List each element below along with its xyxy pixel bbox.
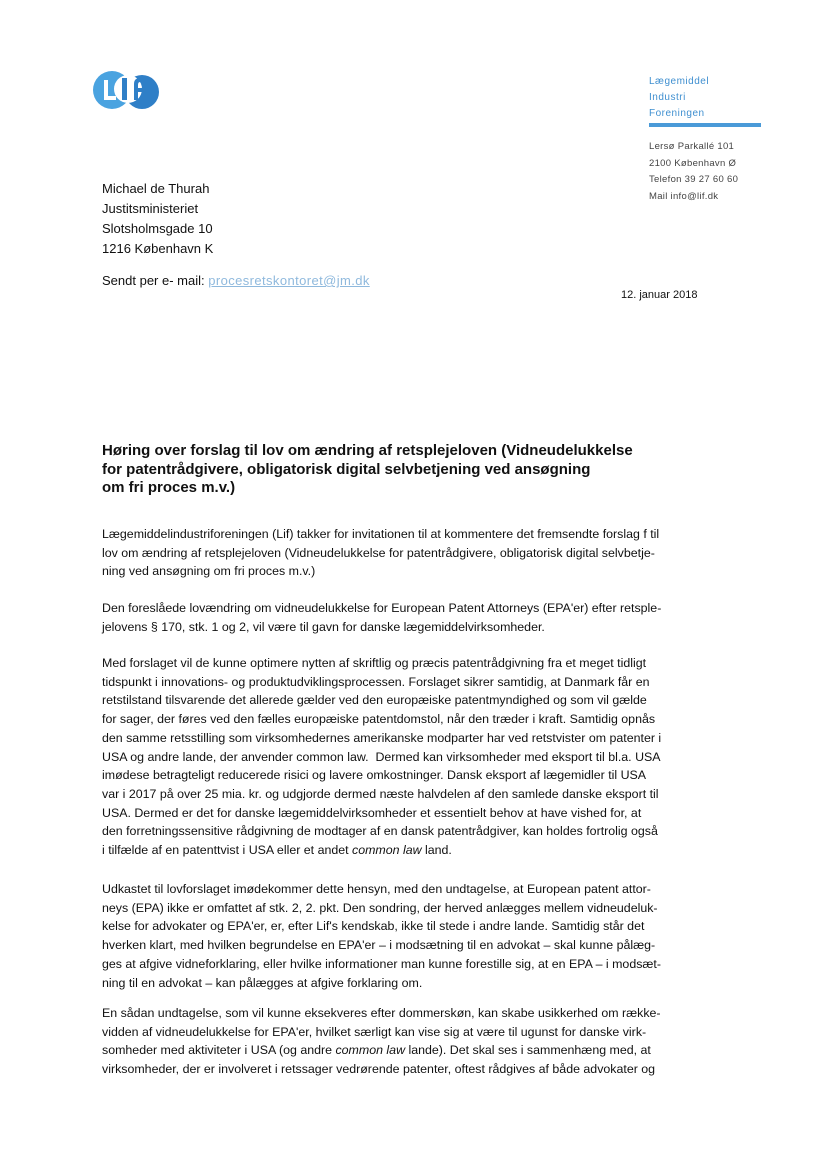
text-line: Lægemiddelindustriforeningen (Lif) takker for invitationen til at kommentere det fremsendte forslag f til xyxy=(102,527,660,541)
contact-info xyxy=(649,139,738,205)
text-line: Udkastet til lovforslaget imødekommer dette hensyn, med den undtagelse, at European patent attor- xyxy=(102,882,651,896)
text-emphasis: common law xyxy=(335,1043,406,1058)
text-segment: somheder med aktiviteter i USA (og andre xyxy=(102,1043,336,1058)
contact-email[interactable]: Mail info@lif.dk xyxy=(649,190,719,202)
text-line: ning ved ansøgning om fri proces m.v.) xyxy=(102,564,316,579)
text-line: En sådan undtagelse, som vil kunne eksekveres efter dommerskøn, kan skabe usikkerhed om række- xyxy=(102,1006,661,1020)
text-line: Den foreslåede lovændring om vidneudelukkelse for European Patent Attorneys (EPA'er) efter retsple- xyxy=(102,601,662,615)
paragraph-intro xyxy=(102,525,712,581)
org-name xyxy=(649,74,709,122)
text-line: ges at afgive vidneforklaring, eller hvilke informationer man kunne forestille sig, at en EPA – i modsæt- xyxy=(102,956,661,971)
sent-email-link[interactable]: procesretskontoret@jm.dk xyxy=(208,273,370,288)
text-line: jelovens § 170, stk. 1 og 2, vil være til gavn for danske lægemiddelvirksomheder. xyxy=(102,619,545,634)
text-line xyxy=(102,841,712,860)
contact-phone: Telefon 39 27 60 60 xyxy=(649,174,739,185)
text-line: kelse for advokater og EPA'er, er, efter Lif's kendskab, ikke til stede i andre lande. Samtidig står det xyxy=(102,919,645,934)
text-line: ning til en advokat – kan pålægges at afgive forklaring om. xyxy=(102,975,423,990)
text-line: USA. Dermed er det for danske lægemiddelvirksomheder et essentielt behov at have vished for, at xyxy=(102,805,642,820)
sent-label: Sendt per e- mail: xyxy=(102,273,205,288)
text-line: vidden af vidneudelukkelse for EPA'er, hvilket særligt kan vise sig at være til ugunst for danske virk- xyxy=(102,1024,647,1039)
letter-date: 12. januar 2018 xyxy=(621,289,698,301)
lif-logo xyxy=(92,70,170,110)
text-line: hverken klart, med hvilken begrundelse en EPA'er – i modsætning til en advokat – skal kunne pålæg- xyxy=(102,938,656,953)
recipient-city: 1216 København K xyxy=(102,241,214,256)
org-divider xyxy=(649,123,761,127)
text-line: virksomheder, der er involveret i retssager vedrørende patenter, oftest rådgives af både advokater og xyxy=(102,1062,656,1077)
recipient-org: Justitsministeriet xyxy=(102,201,199,216)
paragraph-draft xyxy=(102,880,712,992)
recipient-street: Slotsholmsgade 10 xyxy=(102,221,213,236)
contact-city: 2100 København Ø xyxy=(649,157,737,169)
text-line: neys (EPA) ikke er omfattet af stk. 2, 2. pkt. Den sondring, der herved anlægges mellem vidneudeluk- xyxy=(102,900,658,915)
heading-line: for patentrådgivere, obligatorisk digital selvbetjening ved ansøgning xyxy=(102,460,591,478)
text-line: den forretningssensitive rådgivning de modtager af en dansk patentrådgiver, kan holdes fortrolig også xyxy=(102,824,658,839)
recipient-address xyxy=(102,179,213,259)
text-line: tidspunkt i innovations- og produktudviklingsprocessen. Forslaget sikrer samtidig, at Danmark får en xyxy=(102,674,650,689)
text-line xyxy=(102,1041,712,1060)
text-line: retstilstand tilsvarende det allerede gælder ved den europæiske patentmyndighed og som vil gælde xyxy=(102,693,647,708)
text-line: var i 2017 på over 25 mia. kr. og udgjorde dermed næste halvdelen af den samlede danske eksport til xyxy=(102,786,659,801)
letter-heading xyxy=(102,442,722,498)
heading-line: Høring over forslag til lov om ændring af retsplejeloven (Vidneudelukkelse xyxy=(102,442,633,459)
org-line: Foreningen xyxy=(649,108,705,119)
text-line: lov om ændring af retsplejeloven (Vidneudelukkelse for patentrådgivere, obligatorisk digital selvbetje- xyxy=(102,545,655,560)
paragraph-exception xyxy=(102,1004,712,1079)
org-line: Lægemiddel xyxy=(649,76,710,87)
heading-line: om fri proces m.v.) xyxy=(102,479,236,496)
text-segment: i tilfælde af en patenttvist i USA eller et andet xyxy=(102,843,353,858)
text-line: imødese betragteligt reducerede risici og lavere omkostninger. Dansk eksport af lægemidler til USA xyxy=(102,768,647,783)
paragraph-proposal xyxy=(102,599,712,636)
org-line: Industri xyxy=(649,92,686,103)
text-line: den samme retsstilling som virksomhedernes amerikanske modparter har ved retstvister om patenter i xyxy=(102,730,662,745)
sent-line xyxy=(102,273,370,288)
text-segment: land. xyxy=(421,843,452,858)
text-emphasis: common law xyxy=(352,843,422,858)
recipient-name: Michael de Thurah xyxy=(102,181,210,196)
text-line: for sager, der føres ved den fælles europæiske patentdomstol, når den træder i kraft. Samtidig opnås xyxy=(102,712,656,727)
text-segment: lande). Det skal ses i sammenhæng med, at xyxy=(405,1043,651,1058)
contact-address: Lersø Parkallé 101 xyxy=(649,141,735,152)
paragraph-benefits xyxy=(102,654,712,860)
text-line: Med forslaget vil de kunne optimere nytten af skriftlig og præcis patentrådgivning fra et meget tidligt xyxy=(102,656,647,670)
text-line: USA og andre lande, der anvender common law. Dermed kan virksomheder med eksport til bl.a. USA xyxy=(102,749,661,764)
